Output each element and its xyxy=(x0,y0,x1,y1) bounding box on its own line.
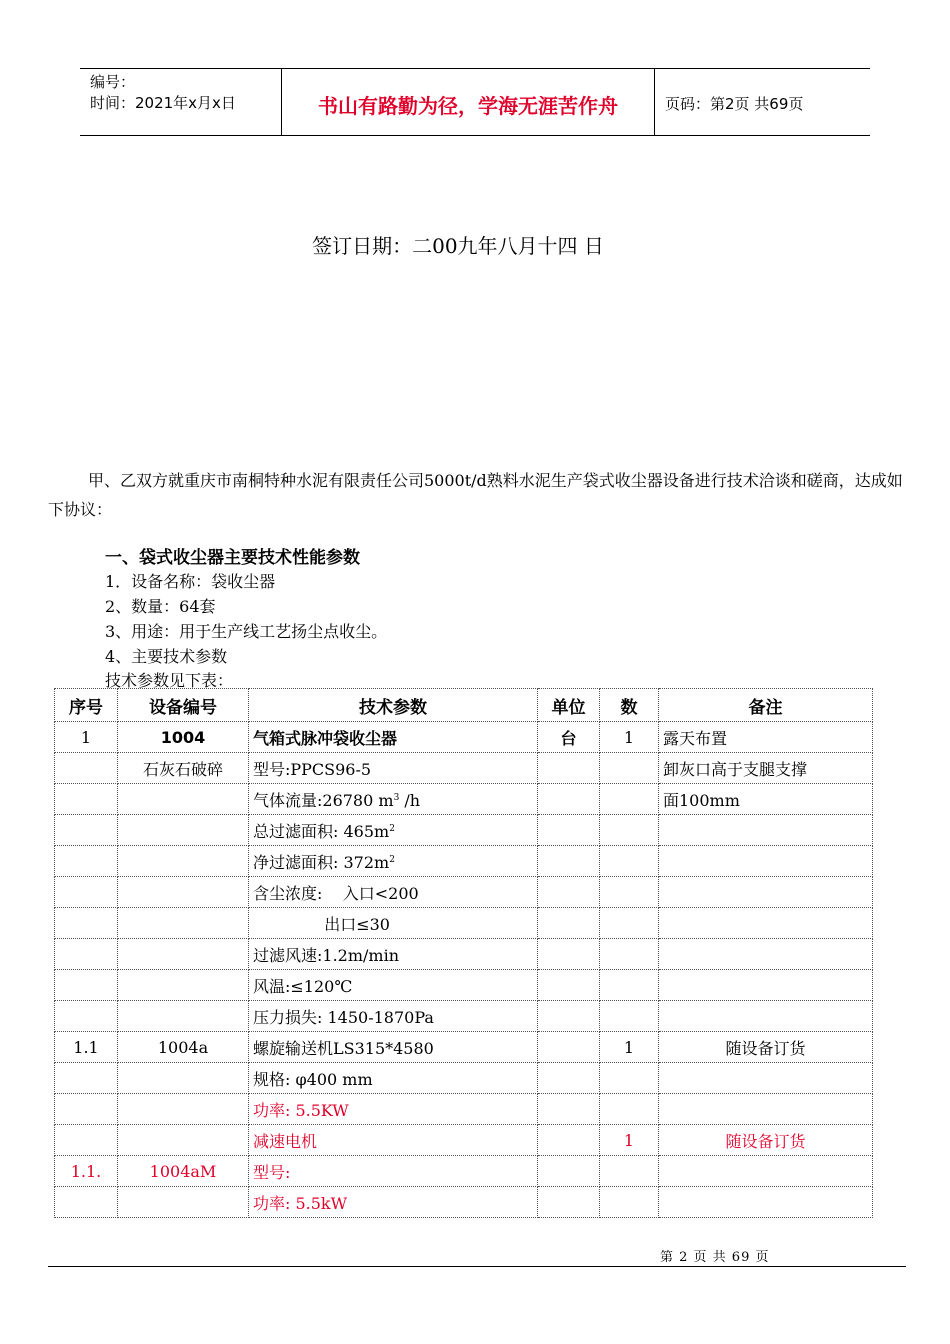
cell-code: 1004 xyxy=(118,722,249,753)
cell-seq xyxy=(55,815,118,846)
param-superscript: 2 xyxy=(389,823,395,834)
cell-unit xyxy=(538,1032,600,1063)
list-item: 1．设备名称：袋收尘器 xyxy=(105,572,276,591)
column-header-qty: 数 xyxy=(600,689,659,722)
cell-unit xyxy=(538,784,600,815)
cell-qty xyxy=(600,1156,659,1187)
param-text: 螺旋输送机LS315*4580 xyxy=(253,1038,434,1058)
param-text: 风温:≤120℃ xyxy=(253,976,353,996)
cell-code xyxy=(118,1187,249,1218)
cell-unit xyxy=(538,1063,600,1094)
table-row xyxy=(55,970,873,1001)
cell-seq xyxy=(55,970,118,1001)
cell-seq xyxy=(55,908,118,939)
table-row xyxy=(55,846,873,877)
cell-code xyxy=(118,1094,249,1125)
cell-code xyxy=(118,815,249,846)
cell-qty xyxy=(600,815,659,846)
cell-qty xyxy=(600,939,659,970)
param-text: 规格: φ400 mm xyxy=(253,1069,373,1089)
cell-qty: 1 xyxy=(600,1125,659,1156)
cell-param xyxy=(249,970,538,1001)
cell-code: 1004aM xyxy=(118,1156,249,1187)
column-header-param: 技术参数 xyxy=(249,689,538,722)
cell-param xyxy=(249,939,538,970)
cell-note: 面100mm xyxy=(659,784,873,815)
cell-note xyxy=(659,939,873,970)
cell-unit xyxy=(538,753,600,784)
param-text: 压力损失: 1450-1870Pa xyxy=(253,1007,434,1027)
cell-param xyxy=(249,1187,538,1218)
cell-seq xyxy=(55,939,118,970)
param-text: 气体流量:26780 m xyxy=(253,790,394,810)
header-meta xyxy=(90,72,236,114)
cell-param xyxy=(249,908,538,939)
cell-qty xyxy=(600,970,659,1001)
section-title: 一、袋式收尘器主要技术性能参数 xyxy=(105,548,360,568)
cell-seq xyxy=(55,1063,118,1094)
cell-seq xyxy=(55,1094,118,1125)
cell-note xyxy=(659,1187,873,1218)
list-item: 技术参数见下表： xyxy=(105,671,234,690)
cell-qty xyxy=(600,1001,659,1032)
cell-unit xyxy=(538,1001,600,1032)
param-superscript: 2 xyxy=(389,854,395,865)
cell-unit xyxy=(538,970,600,1001)
table-row xyxy=(55,877,873,908)
header-divider xyxy=(654,68,655,136)
cell-note xyxy=(659,970,873,1001)
table-row xyxy=(55,908,873,939)
list-item: 4、主要技术参数 xyxy=(105,647,228,666)
cell-code xyxy=(118,970,249,1001)
cell-note: 随设备订货 xyxy=(659,1125,873,1156)
header-time: 时间：2021年x月x日 xyxy=(90,94,236,112)
param-unit-tail: /h xyxy=(399,790,421,810)
cell-qty xyxy=(600,877,659,908)
cell-code: 石灰石破碎 xyxy=(118,753,249,784)
cell-param xyxy=(249,1063,538,1094)
table-row xyxy=(55,1094,873,1125)
sign-date: 签订日期：二00九年八月十四 日 xyxy=(312,234,604,258)
cell-code xyxy=(118,1063,249,1094)
param-text: 出口≤30 xyxy=(253,914,390,934)
cell-code xyxy=(118,939,249,970)
cell-unit xyxy=(538,846,600,877)
cell-seq xyxy=(55,1125,118,1156)
column-header-code: 设备编号 xyxy=(118,689,249,722)
cell-qty xyxy=(600,1063,659,1094)
cell-qty xyxy=(600,753,659,784)
cell-code xyxy=(118,846,249,877)
cell-unit xyxy=(538,815,600,846)
param-text: 净过滤面积: 372m xyxy=(253,852,390,872)
header-bottom-rule xyxy=(80,135,870,136)
cell-qty xyxy=(600,846,659,877)
header-top-rule xyxy=(80,68,870,69)
cell-seq xyxy=(55,784,118,815)
cell-seq xyxy=(55,1001,118,1032)
cell-code xyxy=(118,1001,249,1032)
cell-note xyxy=(659,908,873,939)
cell-seq xyxy=(55,753,118,784)
cell-seq xyxy=(55,1187,118,1218)
param-text: 功率: 5.5kW xyxy=(253,1193,348,1213)
cell-param xyxy=(249,1032,538,1063)
cell-param xyxy=(249,846,538,877)
cell-param xyxy=(249,1156,538,1187)
page-footer: 第 2 页 共 69 页 xyxy=(660,1250,770,1265)
cell-note: 卸灰口高于支腿支撑 xyxy=(659,753,873,784)
table-header-row xyxy=(55,689,873,722)
table-row xyxy=(55,939,873,970)
cell-seq xyxy=(55,846,118,877)
table-row xyxy=(55,1032,873,1063)
cell-seq: 1.1. xyxy=(55,1156,118,1187)
cell-seq: 1 xyxy=(55,722,118,753)
table-row xyxy=(55,722,873,753)
list-item: 3、用途：用于生产线工艺扬尘点收尘。 xyxy=(105,622,388,641)
column-header-unit: 单位 xyxy=(538,689,600,722)
header-motto: 书山有路勤为径，学海无涯苦作舟 xyxy=(318,94,618,118)
footer-rule xyxy=(48,1266,906,1267)
param-text: 减速电机 xyxy=(253,1131,318,1151)
table-row xyxy=(55,1063,873,1094)
cell-note xyxy=(659,1063,873,1094)
table-row xyxy=(55,784,873,815)
param-text: 型号: xyxy=(253,1162,291,1182)
cell-note xyxy=(659,877,873,908)
param-text: 含尘浓度: 入口<200 xyxy=(253,883,419,903)
cell-param xyxy=(249,722,538,753)
header-number: 编号： xyxy=(90,73,136,91)
column-header-seq: 序号 xyxy=(55,689,118,722)
cell-note: 露天布置 xyxy=(659,722,873,753)
cell-unit xyxy=(538,939,600,970)
cell-note: 随设备订货 xyxy=(659,1032,873,1063)
parameters-table xyxy=(54,688,873,1218)
cell-code xyxy=(118,784,249,815)
cell-seq xyxy=(55,877,118,908)
cell-param xyxy=(249,877,538,908)
table-row xyxy=(55,1156,873,1187)
cell-qty xyxy=(600,1187,659,1218)
header-page-number: 页码：第2页 共69页 xyxy=(665,95,804,113)
cell-param xyxy=(249,784,538,815)
cell-unit xyxy=(538,1187,600,1218)
cell-qty xyxy=(600,1094,659,1125)
cell-note xyxy=(659,815,873,846)
cell-note xyxy=(659,1156,873,1187)
list-item: 2、数量：64套 xyxy=(105,597,216,616)
cell-param xyxy=(249,1001,538,1032)
cell-code xyxy=(118,1125,249,1156)
cell-code xyxy=(118,877,249,908)
cell-seq: 1.1 xyxy=(55,1032,118,1063)
cell-unit xyxy=(538,908,600,939)
cell-code xyxy=(118,908,249,939)
cell-param xyxy=(249,815,538,846)
intro-paragraph: 甲、乙双方就重庆市南桐特种水泥有限责任公司5000t/d熟料水泥生产袋式收尘器设备进行技术洽谈和磋商，达成如下协议： xyxy=(48,471,903,519)
table-row xyxy=(55,815,873,846)
cell-note xyxy=(659,1001,873,1032)
param-text: 型号:PPCS96-5 xyxy=(253,759,372,779)
param-text: 气箱式脉冲袋收尘器 xyxy=(253,728,398,748)
cell-note xyxy=(659,1094,873,1125)
table-row xyxy=(55,1187,873,1218)
param-text: 总过滤面积: 465m xyxy=(253,821,390,841)
cell-note xyxy=(659,846,873,877)
param-superscript: 3 xyxy=(393,792,400,803)
cell-unit xyxy=(538,1094,600,1125)
param-text: 过滤风速:1.2m/min xyxy=(253,945,399,965)
cell-qty xyxy=(600,908,659,939)
table-row xyxy=(55,753,873,784)
cell-qty xyxy=(600,784,659,815)
cell-qty: 1 xyxy=(600,722,659,753)
cell-qty: 1 xyxy=(600,1032,659,1063)
param-text: 功率: 5.5KW xyxy=(253,1100,349,1120)
cell-unit xyxy=(538,1156,600,1187)
cell-param xyxy=(249,753,538,784)
cell-param xyxy=(249,1094,538,1125)
cell-unit: 台 xyxy=(538,722,600,753)
cell-unit xyxy=(538,1125,600,1156)
cell-param xyxy=(249,1125,538,1156)
cell-code: 1004a xyxy=(118,1032,249,1063)
table-row xyxy=(55,1125,873,1156)
table-row xyxy=(55,1001,873,1032)
cell-unit xyxy=(538,877,600,908)
column-header-note: 备注 xyxy=(659,689,873,722)
